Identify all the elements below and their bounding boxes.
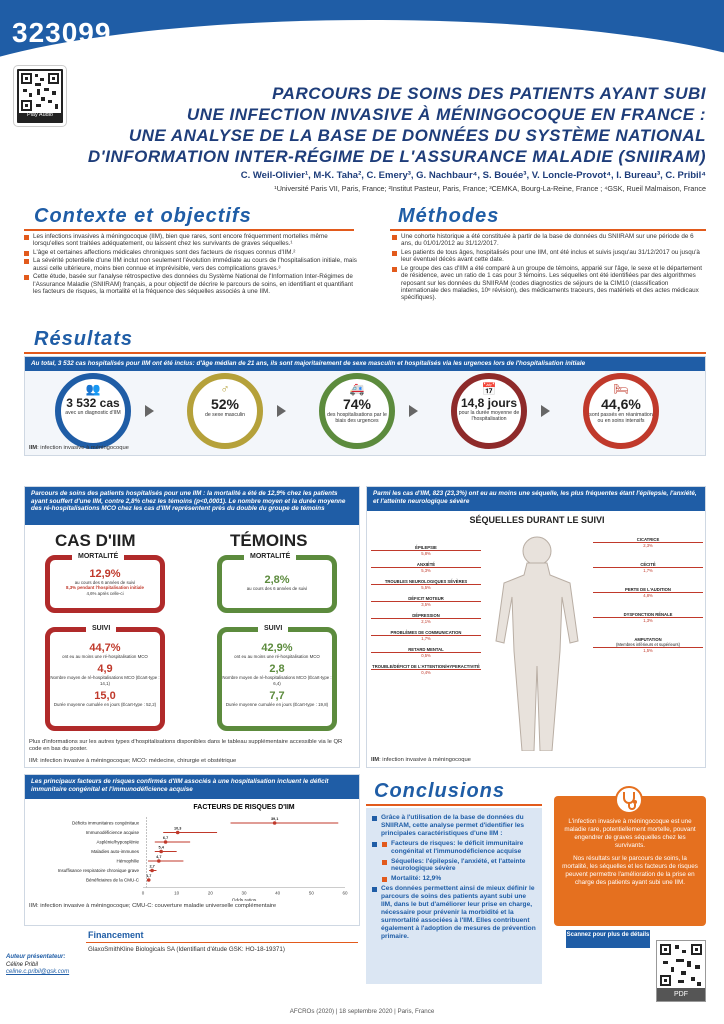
stat-label: pour la durée moyenne de l'hospitalisation	[458, 409, 520, 422]
financement-text: GlaxoSmithKline Biologicals SA (Identifiant d'étude GSK: HO-18-19371)	[88, 946, 285, 953]
resultats-title: Résultats	[34, 328, 134, 350]
or-point	[176, 831, 180, 835]
methodes-title: Méthodes	[398, 205, 500, 227]
overview-banner: Au total, 3 532 cas hospitalisés pour IIM ont été inclus: d'âge médian de 21 ans, ils sont majoritairement de sexe masculin et hospitalisés via les urgences lors de l'hospitalisation initiale	[25, 357, 705, 371]
sequelle-label: CICATRICE	[636, 537, 660, 542]
qr-pattern-icon	[657, 941, 705, 989]
title-line-1: PARCOURS DE SOINS DES PATIENTS AYANT SUBI	[272, 84, 706, 103]
temoins-suivi-pct: 42,9%	[261, 642, 293, 654]
sequelles-left-list	[371, 545, 481, 681]
financement-divider	[86, 942, 358, 943]
methodes-bullet: Les patients de tous âges, hospitalisés pour une IIM, ont été inclus et suivis jusqu'au 31/12/2017 ou jusqu'à leur éventuel décès avant cette date.	[392, 249, 705, 264]
sequelle-value: 5,3%	[421, 568, 431, 573]
parcours-abbr: IIM: infection invasive à méningocoque; MCO: médecine, chirurgie et obstétrique	[29, 758, 237, 764]
sequelles-panel	[366, 486, 706, 768]
cas-suivi-pct-caption: ont eu au moins une ré-hospitalisation MCO	[62, 654, 148, 659]
or-point	[150, 869, 154, 873]
conclusions-divider	[366, 804, 542, 806]
stat-label: avec un diagnostic d'IIM	[65, 409, 121, 416]
facteurs-abbr: IIM: infection invasive à méningocoque; CMU-C: couverture maladie universelle complémentaire	[29, 903, 277, 909]
x-tick-label: 0	[141, 890, 145, 896]
calendar-icon: 📅	[481, 381, 497, 396]
title-line-3: UNE ANALYSE DE LA BASE DE DONNÉES DU SYSTÈME NATIONAL	[128, 126, 706, 145]
methodes-divider	[390, 229, 706, 231]
or-value-label: 5,4	[158, 845, 164, 850]
sequelle-value: 2,1%	[421, 619, 431, 624]
sequelle-item	[371, 579, 481, 590]
key-message-2: Nos résultats sur le parcours de soins, la mortalité, les séquelles et les facteurs de risques peuvent permettre l'amélioration de la prise en charge des patients ayant subi une IIM.	[562, 855, 698, 887]
play-audio-label[interactable]: Play Audio	[27, 112, 53, 118]
category-label: Asplénie/hyposplénie	[96, 839, 139, 845]
cas-suivi-tag: SUIVI	[86, 624, 116, 633]
people-icon: 👥	[85, 381, 101, 396]
stat-value: 44,6%	[601, 395, 641, 412]
temoins-mortalite-tag: MORTALITÉ	[244, 552, 296, 561]
cas-suivi-nombre-caption: Nombre moyen de ré-hospitalisations MCO (Écart-type : 14,1)	[50, 675, 160, 686]
body-silhouette-icon	[482, 531, 592, 751]
stethoscope-icon	[615, 786, 643, 814]
sequelle-label: DÉFICIT MOTEUR	[408, 596, 444, 601]
conclusions-intro: Grâce à l'utilisation de la base de données du SNIIRAM, cette analyse permet d'identifier les principales caractéristiques d'une IIM :	[372, 814, 536, 838]
sequelle-label: DÉPRESSION	[412, 613, 440, 618]
sequelle-label: PROBLÈMES DE COMMUNICATION	[390, 630, 462, 635]
stat-row	[25, 371, 705, 449]
stat-circle	[451, 373, 527, 449]
cas-suivi-duree-caption: Durée moyenne cumulée en jours (Écart-type : 52,2)	[53, 701, 157, 707]
scan-label: Scannez pour plus de détails	[566, 930, 650, 948]
conclusions-sublist	[372, 840, 536, 884]
sequelle-item	[371, 613, 481, 624]
sequelle-value: 5,8%	[421, 551, 431, 556]
temoins-suivi-nombre: 2,8	[269, 663, 285, 676]
sequelle-value: 3,5%	[421, 602, 431, 607]
sequelles-title: SÉQUELLES DURANT LE SUIVI	[469, 515, 605, 525]
or-point	[273, 821, 277, 825]
cas-mortalite-after: 4,6% après celle-ci	[86, 590, 124, 596]
flow-arrow-icon	[409, 405, 418, 417]
cas-suivi-pct: 44,7%	[89, 642, 121, 654]
x-axis-label: Odds ratios	[231, 898, 257, 901]
category-label: Hémophilie	[116, 858, 139, 864]
contexte-bullet: Les infections invasives à méningocoque (IIM), bien que rares, sont encore fréquemment mortelles même lorsqu'elles sont traitées adéquatement, ou laissent chez les survivants de graves séquelles.¹	[24, 233, 357, 248]
overview-panel	[24, 356, 706, 456]
icu-bed-icon: 🛏	[613, 381, 629, 396]
x-tick-label: 20	[207, 890, 213, 896]
sequelle-label: AMPUTATION	[634, 637, 662, 642]
temoins-suivi-card	[217, 627, 337, 731]
sequelle-label: TROUBLE/DÉFICIT DE L'ATTENTION/HYPERACTIVITÉ	[372, 664, 480, 669]
category-label: Bénéficiaires de la CMU-C	[85, 877, 139, 883]
pdf-qr-code[interactable]	[656, 940, 706, 1002]
contexte-title: Contexte et objectifs	[34, 205, 252, 227]
sequelle-item	[371, 647, 481, 658]
sequelle-item	[371, 596, 481, 607]
stat-value: 3 532 cas	[66, 395, 120, 410]
stat-value: 52%	[210, 395, 240, 412]
conclusions-outro: Ces données permettent ainsi de mieux définir le parcours de soins des patients ayant subi une IIM, dans le but d'améliorer leur prise en charge, nécessaire pour prévenir la morbidité et la surmortalité associées à l'IIM. Elles contribuent également à l'adoption de mesures de prévention primaire.	[372, 885, 536, 940]
sequelle-label: RETARD MENTAL	[408, 647, 444, 652]
methodes-bullets	[392, 233, 705, 303]
odds-ratio-chart	[25, 801, 361, 901]
cas-mortalite-value: 12,9%	[89, 568, 121, 580]
cas-mortalite-card	[45, 555, 165, 613]
temoins-mortalite-caption: au cours des 6 années de suivi	[246, 586, 308, 591]
contexte-bullets	[24, 233, 357, 296]
parcours-note: Plus d'informations sur les autres types d'hospitalisations disponibles dans le tableau supplémentaire accessible via le QR code en bas du poster.	[29, 739, 343, 752]
sequelle-item	[593, 537, 703, 548]
financement-title: Financement	[88, 930, 144, 940]
contexte-bullet: La sévérité potentielle d'une IIM inclut non seulement l'évolution immédiate au cours de l'hospitalisation initiale, mais aussi celle ultérieure, moins bien connue et imprévisible, vers des complications graves.³	[24, 257, 357, 272]
sequelles-banner: Parmi les cas d'IIM, 823 (23,3%) ont eu au moins une séquelle, les plus fréquentes étant l'épilepsie, l'anxiété, et l'atteinte neurologique sévère	[367, 487, 705, 511]
or-value-label: 39,1	[270, 817, 279, 821]
stat-circle	[55, 373, 131, 449]
parcours-banner: Parcours de soins des patients hospitalisés pour une IIM : la mortalité a été de 12,9% chez les patients ayant souffert d'une IIM, contre 2,8% chez les témoins (p<0,0001). Le nombre moyen et la durée moyenne des ré-hospitalisations MCO chez les cas d'IIM représentent près du double du groupe de témoins	[25, 487, 359, 525]
poster-number: 323099	[12, 17, 112, 48]
conclusions-title: Conclusions	[374, 780, 506, 802]
title-line-2: UNE INFECTION INVASIVE À MÉNINGOCOQUE EN FRANCE :	[186, 105, 706, 124]
or-value-label: 4,7	[156, 855, 162, 859]
conclusions-box	[366, 808, 542, 984]
pdf-label[interactable]: PDF	[657, 988, 705, 1001]
contexte-divider	[24, 229, 354, 231]
stat-circle	[583, 373, 659, 449]
sequelle-value: 1,3%	[643, 618, 653, 623]
temoins-title: TÉMOINS	[230, 531, 308, 550]
or-value-label: 2,7	[149, 864, 155, 869]
or-value-label: 6,7	[162, 836, 169, 840]
temoins-suivi-tag: SUIVI	[258, 624, 288, 633]
sequelle-label: ÉPILEPSIE	[415, 545, 437, 550]
resultats-divider	[24, 352, 706, 354]
temoins-mortalite-card	[217, 555, 337, 613]
x-tick-label: 60	[342, 890, 348, 896]
sequelle-item	[371, 545, 481, 556]
affiliations: ¹Université Paris VII, Paris, France; ²Institut Pasteur, Paris, France; ³CEMKA, Bourg-La-Reine, France ; ⁴GSK, Rueil Malmaison, France	[274, 184, 706, 193]
cas-suivi-card	[45, 627, 165, 731]
author-email-link[interactable]: celine.c.pribil@gsk.com	[6, 969, 70, 975]
sequelles-abbr: IIM: infection invasive à méningocoque	[371, 757, 471, 763]
title-line-4: D'INFORMATION INTER-RÉGIME DE L'ASSURANCE MALADIE (SNIIRAM)	[87, 147, 706, 166]
methodes-bullet: Une cohorte historique a été constituée à partir de la base de données du SNIIRAM sur une période de 6 ans, du 01/01/2012 au 31/12/2017.	[392, 233, 705, 248]
category-label: Insuffisance respiratoire chronique grave	[57, 868, 139, 873]
temoins-mortalite-value: 2,8%	[264, 574, 290, 586]
parcours-panel	[24, 486, 360, 768]
contexte-bullet: L'âge et certaines affections médicales chroniques sont des facteurs de risques connus d'IIM.²	[24, 249, 357, 256]
temoins-suivi-nombre-caption: Nombre moyen de ré-hospitalisations MCO (Écart-type : 6,4)	[222, 675, 332, 686]
or-point	[164, 840, 168, 844]
sequelles-right-list	[593, 537, 703, 667]
flow-arrow-icon	[145, 405, 154, 417]
temoins-suivi-pct-caption: ont eu au moins une ré-hospitalisation MCO	[234, 654, 320, 659]
flow-arrow-icon	[541, 405, 550, 417]
x-tick-label: 10	[174, 890, 180, 896]
sequelle-value: 0,5%	[421, 653, 431, 658]
sequelle-value: 1,7%	[421, 636, 431, 641]
cas-mortalite-tag: MORTALITÉ	[72, 552, 124, 561]
contexte-bullet: Cette étude, basée sur l'analyse rétrospective des données du Système National de l'Information Inter-Régimes de l'Assurance Maladie (SNIIRAM) français, a pour objectif de décrire le parcours de soins, en identifiant et quantifiant les facteurs de risques, la mortalité et la fréquence des séquelles associés à une IIM.	[24, 273, 357, 295]
stat-label: sont passés en réanimation ou en soins intensifs	[589, 411, 653, 424]
stat-label: des hospitalisations par le biais des urgences	[327, 411, 387, 424]
author-box-label: Auteur présentateur:	[6, 954, 66, 960]
facteurs-panel	[24, 774, 360, 926]
sequelle-item	[593, 587, 703, 598]
temoins-suivi-duree-caption: Durée moyenne cumulée en jours (Écart-type : 19,8)	[225, 701, 329, 707]
stat-value: 74%	[342, 395, 372, 412]
key-message-1: L'infection invasive à méningocoque est une maladie rare, potentiellement mortelle, pouvant engendrer de graves séquelles chez les survivants.	[564, 818, 696, 849]
overview-abbr: IIM: infection invasive à méningocoque	[29, 445, 129, 451]
or-value-label: 1,7	[146, 874, 152, 878]
category-label: Immunodéficience acquise	[85, 830, 139, 835]
stat-circle	[187, 373, 263, 449]
sequelle-label: ANXIÉTÉ	[416, 562, 436, 567]
sequelle-label: PERTE DE L'AUDITION	[625, 587, 671, 592]
conclusions-list	[372, 814, 536, 941]
or-point	[159, 850, 163, 854]
sequelle-value: 1,7%	[643, 568, 653, 573]
ambulance-icon: 🚑	[349, 381, 365, 396]
cas-suivi-duree: 15,0	[94, 689, 116, 702]
facteurs-banner: Les principaux facteurs de risques confirmés d'IIM associés à une hospitalisation incluent le déficit immunitaire congénital et l'immunodéficience acquise	[25, 775, 359, 799]
x-tick-label: 40	[275, 890, 281, 896]
sequelle-item	[593, 562, 703, 573]
author-box	[6, 954, 82, 977]
x-tick-label: 30	[241, 890, 247, 896]
conclusions-sub-item: Facteurs de risques: le déficit immunitaire congénital et l'immunodéficience acquise	[382, 840, 536, 856]
sequelle-item	[371, 630, 481, 641]
sequelle-item	[593, 637, 703, 653]
sequelle-value: 1,5%	[643, 648, 653, 653]
author-box-name: Céline Pribil	[6, 961, 39, 968]
sequelle-value: 4,8%	[643, 593, 653, 598]
sequelle-item	[371, 562, 481, 573]
temoins-suivi-duree: 7,7	[269, 689, 285, 702]
cas-title: CAS D'IIM	[55, 531, 136, 550]
category-label: Déficits immunitaires congénitaux	[71, 820, 139, 826]
male-icon: ♂	[220, 381, 230, 396]
poster-header	[0, 0, 724, 200]
conclusions-sub-item: Séquelles: l'épilepsie, l'anxiété, et l'atteinte neurologique sévère	[382, 858, 536, 874]
sequelle-value: 2,3%	[643, 543, 653, 548]
x-tick-label: 50	[308, 890, 314, 896]
methodes-bullet: Le groupe des cas d'IIM a été comparé à un groupe de témoins, apparié sur l'âge, le sexe et le département de résidence, avec un ratio de 1 cas pour 3 témoins. Les séquelles ont été identifiées par des algorithmes reposant sur les données du SNIIRAM (codes diagnostics de séjours de la CIM10 (classification internationale des maladies, 10ᵉ révision), des médicaments traceurs, des matériels et des actes médicaux spécifiques).	[392, 265, 705, 302]
stat-circle	[319, 373, 395, 449]
stat-label: de sexe masculin	[204, 411, 246, 418]
sequelle-label: CÉCITÉ	[640, 562, 656, 567]
sequelle-item	[593, 612, 703, 623]
sequelle-label: TROUBLES NEUROLOGIQUES SÉVÈRES	[384, 579, 468, 584]
footer-text: AFCROs (2020) | 18 septembre 2020 | Paris, France	[289, 1008, 435, 1015]
sequelle-item	[371, 664, 481, 675]
qr-pattern-icon	[17, 69, 63, 115]
or-point	[147, 878, 151, 882]
stat-value: 14,8 jours	[460, 395, 518, 410]
conclusions-sub-item: Mortalité: 12,9%	[382, 875, 536, 883]
category-label: Maladies auto-immunes	[91, 849, 139, 854]
conclusions-sub-wrap	[372, 840, 536, 884]
sequelle-sublabel: (Membres inférieurs et supérieurs)	[616, 642, 680, 647]
sequelle-label: DYSFONCTION RÉNALE	[623, 612, 673, 617]
sequelle-value: 0,4%	[421, 670, 431, 675]
or-value-label: 10,3	[173, 826, 182, 831]
sequelle-value: 5,5%	[421, 585, 431, 590]
flow-arrow-icon	[277, 405, 286, 417]
cas-mortalite-caption: au cours des 6 années de suivi	[74, 580, 136, 585]
or-point	[157, 859, 161, 863]
author-list: C. Weil-Olivier¹, M-K. Taha², C. Emery³, G. Nachbaur⁴, S. Bouée³, V. Loncle-Provot⁴, I. Bureau³, C. Pribil⁴	[240, 170, 706, 181]
chart-title: FACTEURS DE RISQUES D'IIM	[193, 804, 295, 811]
cas-mortalite-initial: 8,3% pendant l'hospitalisation initiale	[66, 585, 144, 591]
cas-suivi-nombre: 4,9	[97, 663, 113, 676]
